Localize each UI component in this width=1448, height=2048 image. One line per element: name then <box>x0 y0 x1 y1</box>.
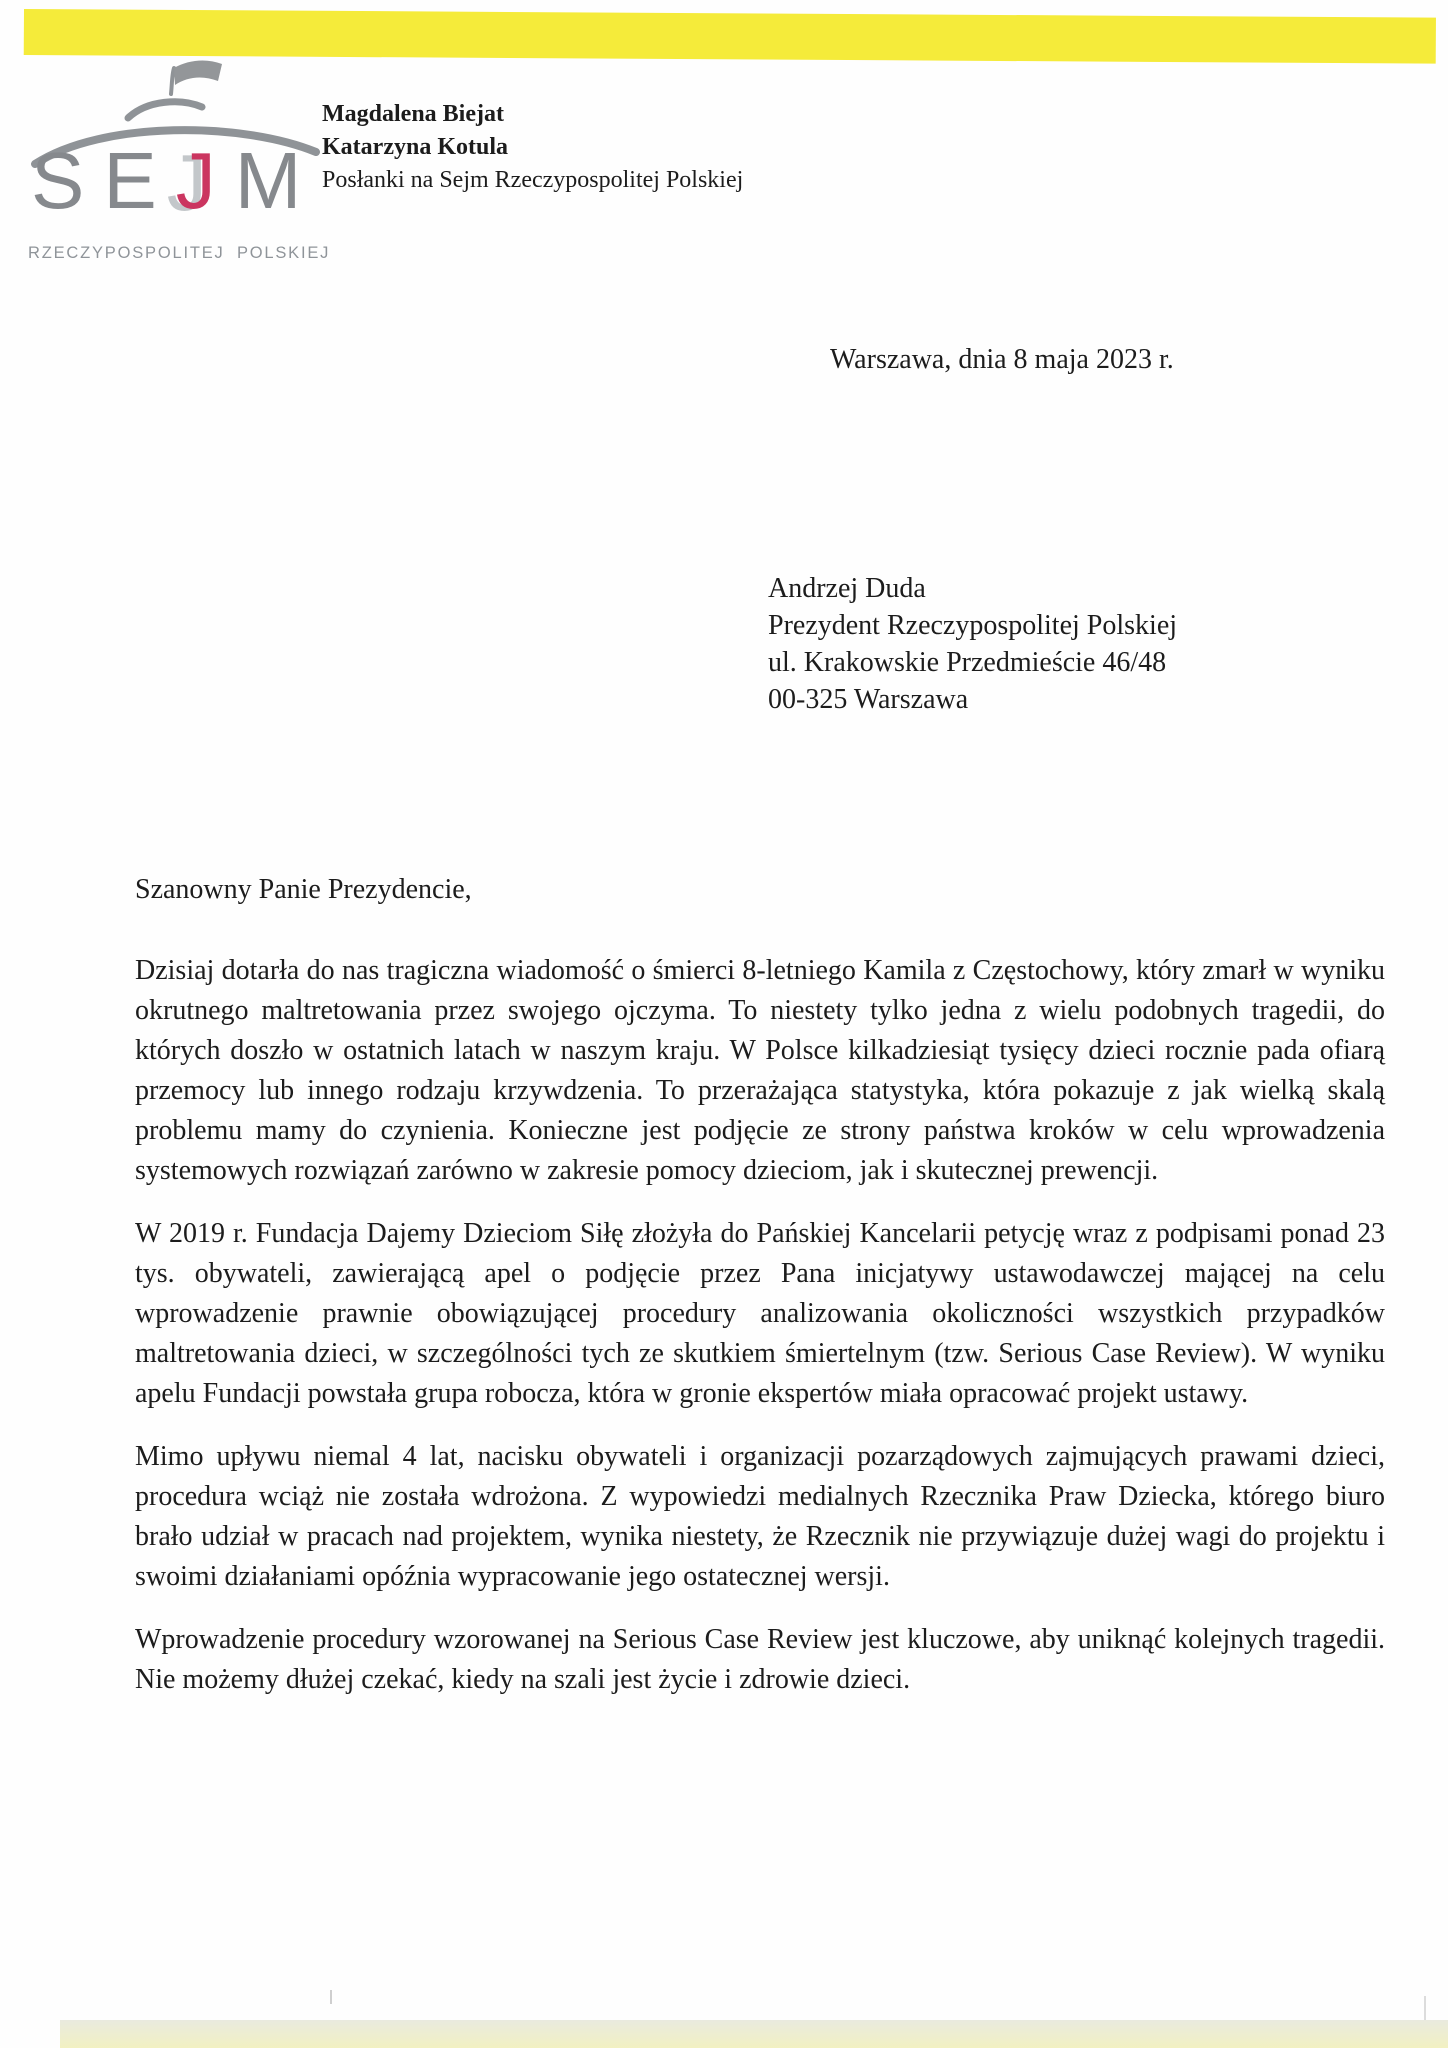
top-yellow-highlight <box>24 9 1436 64</box>
logo-letter-m: M <box>234 136 302 225</box>
salutation: Szanowny Panie Prezydencie, <box>135 874 472 905</box>
recipient-name: Andrzej Duda <box>768 573 926 604</box>
flag-icon <box>171 68 174 94</box>
sejm-logo <box>25 58 335 273</box>
logo-letters <box>31 136 302 225</box>
paragraph-1: Dzisiaj dotarła do nas tragiczna wiadomość o śmierci 8-letniego Kamila z Częstochowy, który zmarł w wyniku okrutnego maltretowania przez swojego ojczyma. To niestety tylko jedna z wielu podobnych tragedii, do których doszło w ostatnich latach w naszym kraju. W Polsce kilkadziesiąt tysięcy dzieci rocznie pada ofiarą przemocy lub innego rodzaju krzywdzenia. To przerażająca statystyka, która pokazuje z jak wielką skalą problemu mamy do czynienia. Konieczne jest podjęcie ze strony państwa kroków w celu wprowadzenia systemowych rozwiązań zarówno w zakresie pomocy dzieciom, jak i skutecznej prewencji. <box>135 955 1385 1186</box>
logo-letter-s: S <box>31 136 85 225</box>
paragraph-4: Wprowadzenie procedury wzorowanej na Serious Case Review jest kluczowe, aby uniknąć kolejnych tragedii. Nie możemy dłużej czekać, kiedy na szali jest życie i zdrowie dzieci. <box>135 1624 1385 1695</box>
recipient-city: 00-325 Warszawa <box>768 684 969 715</box>
letter-body <box>135 951 1385 1723</box>
scan-artifact <box>330 1990 332 2004</box>
paragraph-3: Mimo upływu niemal 4 lat, nacisku obywateli i organizacji pozarządowych zajmujących prawami dzieci, procedura wciąż nie została wdrożona. Z wypowiedzi medialnych Rzecznika Praw Dziecka, którego biuro brało udział w pracach nad projektem, wynika niestety, że Rzecznik nie przywiązuje dużej wagi do projektu i swoimi działaniami opóźnia wypracowanie jego ostatecznej wersji. <box>135 1441 1385 1592</box>
dome-small-arc <box>128 102 202 118</box>
recipient-block <box>768 570 1177 718</box>
paragraph-2: W 2019 r. Fundacja Dajemy Dzieciom Siłę złożyła do Pańskiej Kancelarii petycję wraz z podpisami ponad 23 tys. obywateli, zawierającą apel o podjęcie przez Pana inicjatywy ustawodawczej mającej na celu wprowadzenie prawnie obowiązującej procedury analizowania okoliczności wszystkich przypadków maltretowania dzieci, w szczególności tych ze skutkiem śmiertelnym (tzw. Serious Case Review). W wyniku apelu Fundacji powstała grupa robocza, która w gronie ekspertów miała opracować projekt ustawy. <box>135 1218 1385 1409</box>
bottom-highlight <box>60 2020 1448 2048</box>
sender-name-1: Magdalena Biejat <box>322 101 504 127</box>
sender-block <box>322 98 743 197</box>
dateline: Warszawa, dnia 8 maja 2023 r. <box>830 344 1174 375</box>
flag-icon <box>174 61 222 85</box>
logo-subtitle: RZECZYPOSPOLITEJ POLSKIEJ <box>28 244 331 262</box>
logo-letter-e: E <box>103 136 157 225</box>
recipient-title: Prezydent Rzeczypospolitej Polskiej <box>768 610 1178 641</box>
logo-letter-j: J <box>175 136 216 225</box>
sender-role: Posłanki na Sejm Rzeczypospolitej Polskiej <box>322 167 744 193</box>
sender-name-2: Katarzyna Kotula <box>322 134 508 160</box>
recipient-street: ul. Krakowskie Przedmieście 46/48 <box>768 647 1167 678</box>
